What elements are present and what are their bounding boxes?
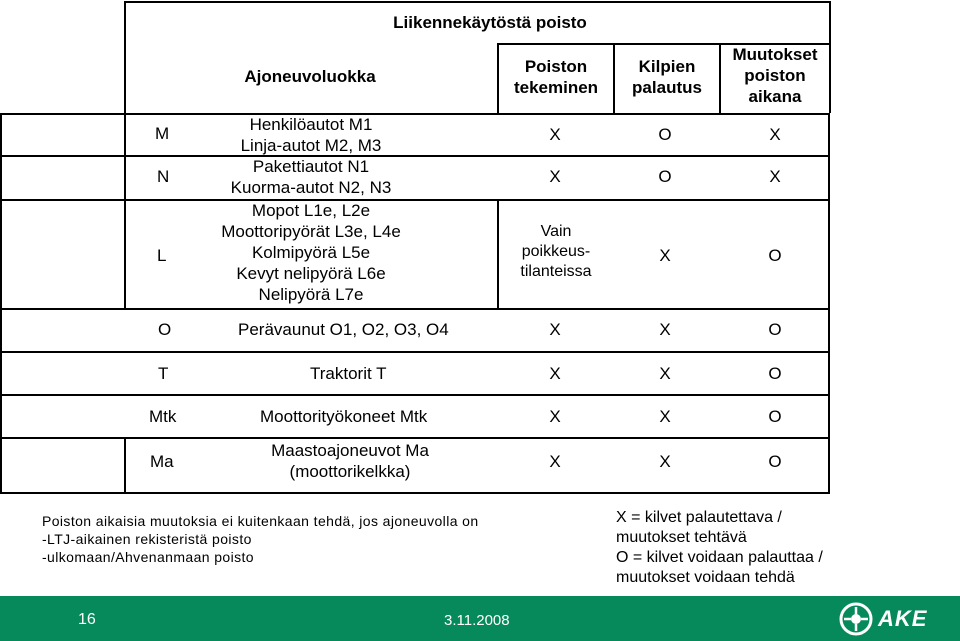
cell-removal: X [549, 364, 561, 383]
column-header-plates: Kilpien palautus [632, 57, 702, 97]
row-code: Ma [150, 452, 174, 471]
removal-notes: Poiston aikaisia muutoksia ei kuitenkaan tehdä, jos ajoneuvolla on -LTJ-aikainen rekisteristä poisto -ulkomaan/Ahvenanmaan poisto [42, 513, 479, 565]
cell-changes: O [768, 452, 782, 471]
row-code: N [157, 167, 170, 186]
cell-changes: O [768, 320, 782, 339]
cell-removal: X [549, 407, 561, 426]
cell-removal: X [549, 320, 561, 339]
row-description: Mopot L1e, L2e Moottoripyörät L3e, L4e Kolmipyörä L5e Kevyt nelipyörä L6e Nelipyörä L7e [221, 201, 401, 304]
cell-plates: O [658, 125, 672, 144]
wheel-icon [838, 601, 874, 637]
cell-removal: Vain poikkeus- tilanteissa [520, 223, 592, 280]
cell-plates: X [659, 246, 671, 265]
row-description: Moottorityökoneet Mtk [260, 407, 428, 426]
row-description: Pakettiautot N1 Kuorma-autot N2, N3 [230, 157, 392, 197]
column-header-removal: Poiston tekeminen [513, 57, 599, 97]
cell-changes: O [768, 246, 782, 265]
cell-changes: O [768, 364, 782, 383]
row-code: Mtk [149, 407, 177, 426]
row-code: M [155, 124, 170, 143]
column-header-changes: Muutokset poiston aikana [732, 45, 818, 106]
row-description: Henkilöautot M1 Linja-autot M2, M3 [240, 115, 382, 155]
table-main-title: Liikennekäytöstä poisto [393, 13, 587, 32]
row-description: Traktorit T [310, 364, 387, 383]
cell-plates: X [659, 320, 671, 339]
row-description: Maastoajoneuvot Ma (moottorikelkka) [271, 441, 429, 481]
cell-changes: X [769, 125, 781, 144]
cell-plates: X [659, 452, 671, 471]
cell-plates: X [659, 407, 671, 426]
row-description: Perävaunut O1, O2, O3, O4 [238, 320, 449, 339]
cell-removal: X [549, 125, 561, 144]
cell-plates: X [659, 364, 671, 383]
ake-logo [838, 600, 948, 638]
cell-removal: X [549, 452, 561, 471]
row-code: L [157, 246, 167, 265]
footer-date: 3.11.2008 [444, 612, 510, 629]
row-code: T [158, 364, 169, 383]
page-number: 16 [78, 611, 96, 628]
cell-plates: O [658, 167, 672, 186]
cell-removal: X [549, 167, 561, 186]
row-code: O [158, 320, 172, 339]
cell-changes: O [768, 407, 782, 426]
logo-text: AKE [878, 606, 928, 631]
legend: X = kilvet palautettava / muutokset tehtävä O = kilvet voidaan palauttaa / muutokset voidaan tehdä [616, 509, 823, 586]
cell-changes: X [769, 167, 781, 186]
column-header-class: Ajoneuvoluokka [244, 67, 376, 86]
